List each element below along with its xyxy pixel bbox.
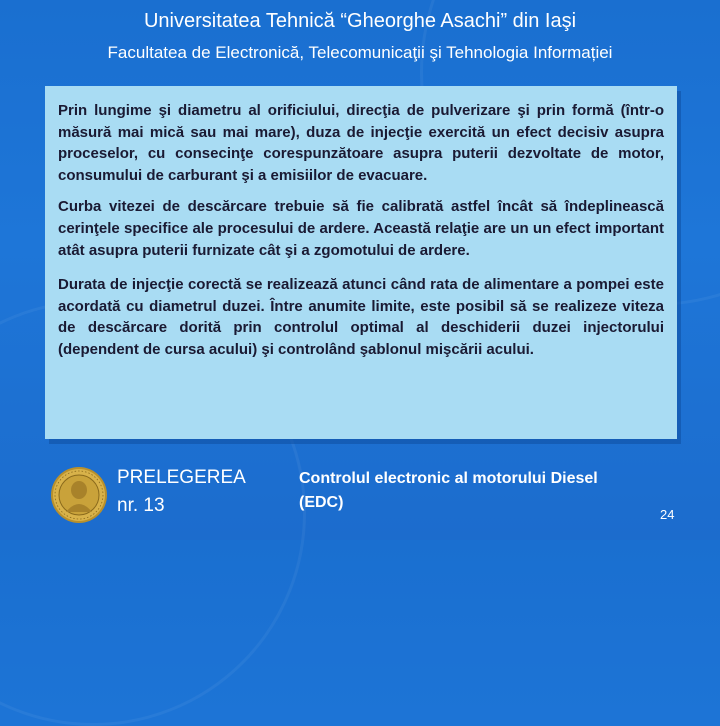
content-box [45,86,677,439]
page-number: 24 [660,507,675,522]
lecture-label: PRELEGEREA [117,467,246,488]
content-paragraph: Curba vitezei de descărcare trebuie să fie calibrată astfel încât să îndeplinească cerinţele specifice ale procesului de ardere. Această relaţie are un un efect important atât asupra puterii furnizate cât şi a zgomotului de ardere. [58,198,664,259]
faculty-title: Facultatea de Electronică, Telecomunicaţii şi Tehnologia Informației [107,43,613,62]
lecture-label-block [117,464,246,520]
content-paragraph: Prin lungime şi diametru al orificiului, direcţia de pulverizare şi prin formă (într-o măsură mai mică sau mai mare), duza de injecţie exercită un efect decisiv asupra proceselor, cu consecinţe corespunzătoare asupra puterii dezvoltate de motor, consumului de carburant şi a emisiilor de evacuare. [58,102,664,184]
university-seal-icon [50,466,108,524]
university-title: Universitatea Tehnică “Gheorghe Asachi” din Iaşi [143,10,577,32]
lecture-topic: Controlul electronic al motorului Diesel (EDC) [299,470,598,511]
lecture-number: nr. 13 [117,495,165,516]
content-paragraph: Durata de injecţie corectă se realizează atunci când rata de alimentare a pompei este acordată cu diametrul duzei. Între anumite limite, este posibil să se realizeze viteza de descărcare dorită prin controlul optimal al deschiderii duzei injectorului (dependent de cursa acului) şi controlând şablonul mişcării acului. [58,276,664,358]
